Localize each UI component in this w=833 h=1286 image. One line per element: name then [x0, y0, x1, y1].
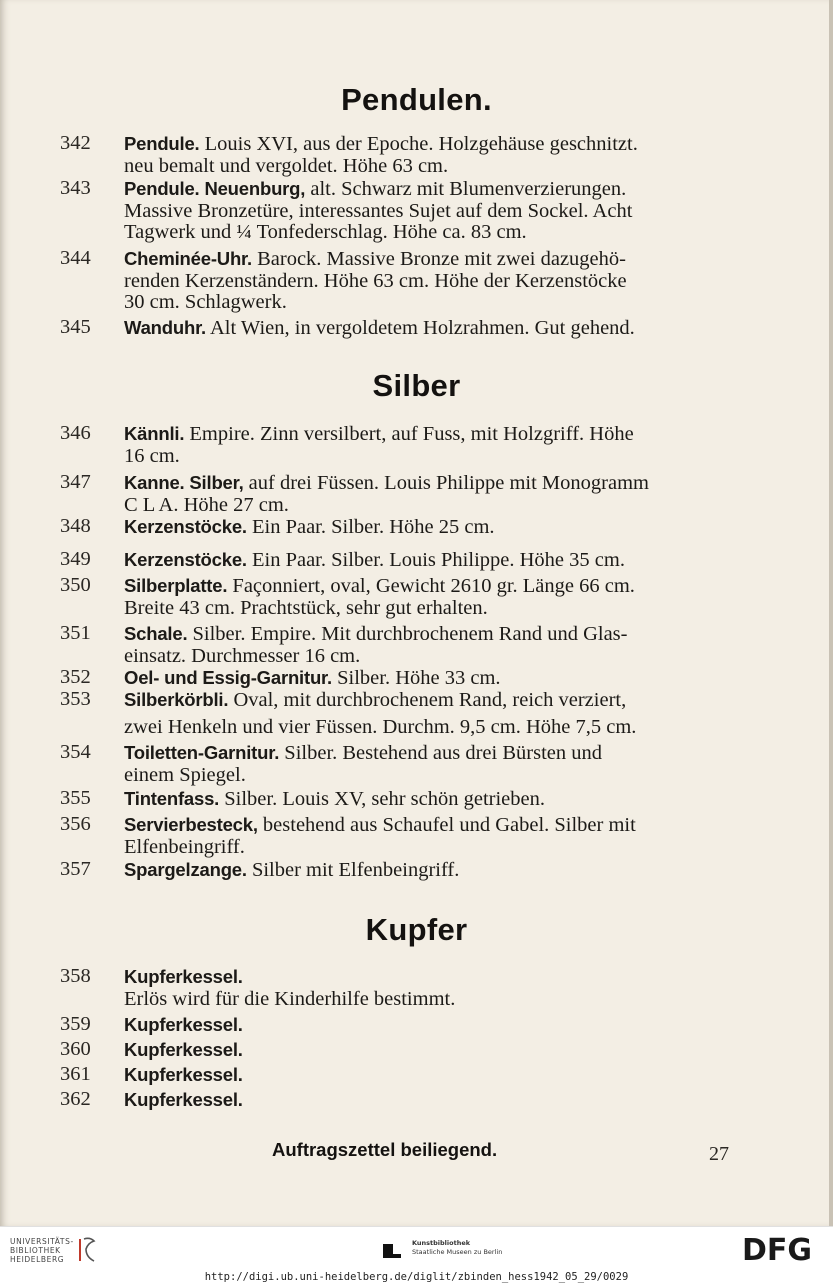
entry-line: Elfenbeingriff.: [124, 835, 245, 858]
entry-keyword: Kupferkessel.: [124, 1064, 243, 1085]
entry-text: [124, 742, 736, 786]
entry-number: 358: [60, 965, 91, 987]
entry-keyword: Cheminée-Uhr.: [124, 248, 252, 269]
entry-text: [124, 472, 736, 516]
entry-line: Ein Paar. Silber. Louis Philippe. Höhe 35 cm.: [251, 549, 625, 571]
entry-line: Louis XVI, aus der Epoche. Holzgehäuse geschnitzt.: [204, 133, 638, 155]
entry-text: [124, 859, 736, 882]
entry-keyword: Spargelzange.: [124, 859, 247, 880]
entry-number: 361: [60, 1063, 91, 1085]
entry-text: [124, 1089, 736, 1112]
entry-line: Barock. Massive Bronze mit zwei dazugehö-: [257, 248, 626, 270]
heidelberg-emblem-icon: [76, 1235, 98, 1265]
entry-keyword: Kerzenstöcke.: [124, 516, 247, 537]
entry-number: 350: [60, 574, 91, 596]
entry-keyword: Pendule.: [124, 133, 200, 154]
entry-line: 30 cm. Schlagwerk.: [124, 291, 287, 313]
entry-line: Silber. Empire. Mit durchbrochenem Rand und Glas-: [192, 623, 628, 645]
entry-line: zwei Henkeln und vier Füssen. Durchm. 9,5 cm. Höhe 7,5 cm.: [124, 715, 637, 738]
entry-keyword: Servierbesteck,: [124, 814, 258, 835]
source-url[interactable]: http://digi.ub.uni-heidelberg.de/diglit/zbinden_hess1942_05_29/0029: [204, 1271, 629, 1283]
logo-text-line: HEIDELBERG: [10, 1255, 65, 1264]
entry-line: Tonfederschlag. Höhe ca. 83 cm.: [256, 221, 527, 243]
dfg-logo[interactable]: DFG: [742, 1233, 813, 1268]
entry-text: [124, 1039, 736, 1062]
entry-text: [124, 423, 736, 467]
entry-keyword: Silberkörbli.: [124, 689, 229, 710]
university-library-logo[interactable]: [10, 1237, 74, 1264]
entry-line: C L A. Höhe 27 cm.: [124, 493, 289, 516]
entry-line: Silber. Höhe 33 cm.: [337, 667, 501, 689]
entry-text: [124, 575, 736, 619]
digitization-footer-bar: [0, 1226, 833, 1271]
entry-keyword: Pendule. Neuenburg,: [124, 178, 306, 199]
entry-text: [124, 516, 736, 539]
entry-line: Breite 43 cm. Prachtstück, sehr gut erhalten.: [124, 596, 488, 619]
entry-number: 356: [60, 813, 91, 835]
entry-number: 351: [60, 622, 91, 644]
entry-number: 345: [60, 316, 91, 338]
entry-line: Tagwerk und: [124, 221, 232, 243]
entry-keyword: Kupferkessel.: [124, 1014, 243, 1035]
entry-text: [124, 317, 736, 340]
entry-number: 347: [60, 471, 91, 493]
entry-line: bestehend aus Schaufel und Gabel. Silber mit: [262, 814, 636, 836]
entry-line: einem Spiegel.: [124, 763, 246, 786]
entry-text: [124, 788, 736, 811]
entry-line: Silber. Bestehend aus drei Bürsten und: [284, 742, 602, 764]
entry-keyword: Kupferkessel.: [124, 966, 243, 987]
entry-keyword: Kännli.: [124, 423, 185, 444]
logo-text-line: UNIVERSITÄTS-: [10, 1237, 74, 1246]
entry-text: [124, 1064, 736, 1087]
entry-keyword: Kerzenstöcke.: [124, 549, 247, 570]
logo-text-line: BIBLIOTHEK: [10, 1246, 61, 1255]
entry-keyword: Schale.: [124, 623, 188, 644]
entry-line: auf drei Füssen. Louis Philippe mit Monogramm: [248, 472, 649, 494]
entry-text: [124, 248, 736, 314]
section-heading-kupfer: Kupfer: [365, 912, 468, 947]
entry-line: Erlös wird für die Kinderhilfe bestimmt.: [124, 987, 456, 1010]
page-number: 27: [709, 1143, 729, 1165]
entry-text: [124, 133, 736, 177]
entry-keyword: Kupferkessel.: [124, 1089, 243, 1110]
entry-number: 343: [60, 177, 91, 199]
fraction: ¼: [236, 221, 252, 243]
kb-subtitle: Staatliche Museen zu Berlin: [412, 1248, 503, 1256]
entry-number: 348: [60, 515, 91, 537]
entry-keyword: Kupferkessel.: [124, 1039, 243, 1060]
entry-number: 362: [60, 1088, 91, 1110]
kunstbibliothek-label[interactable]: [412, 1239, 502, 1257]
entry-line: 16 cm.: [124, 444, 180, 467]
kb-title: Kunstbibliothek: [412, 1239, 471, 1247]
entry-line: Empire. Zinn versilbert, auf Fuss, mit Holzgriff. Höhe: [189, 423, 634, 445]
entry-line: Façonniert, oval, Gewicht 2610 gr. Länge 66 cm.: [232, 575, 635, 597]
entry-number: 346: [60, 422, 91, 444]
entry-keyword: Tintenfass.: [124, 788, 220, 809]
entry-keyword: Oel- und Essig-Garnitur.: [124, 667, 332, 688]
entry-line: neu bemalt und vergoldet. Höhe 63 cm.: [124, 154, 449, 177]
entry-text: [124, 549, 736, 572]
section-heading-pendulen: Pendulen.: [341, 82, 492, 117]
entry-number: 342: [60, 132, 91, 154]
entry-line: Silber. Louis XV, sehr schön getrieben.: [224, 788, 545, 810]
entry-number: 349: [60, 548, 91, 570]
entry-line: Oval, mit durchbrochenem Rand, reich verziert,: [233, 689, 627, 711]
section-heading-silber: Silber: [372, 368, 461, 403]
entry-text: [124, 1014, 736, 1037]
entry-keyword: Kanne. Silber,: [124, 472, 244, 493]
entry-line: alt. Schwarz mit Blumenverzierungen.: [310, 178, 627, 200]
entry-keyword: Wanduhr.: [124, 317, 206, 338]
entry-keyword: Silberplatte.: [124, 575, 228, 596]
entry-number: 353: [60, 688, 91, 710]
entry-line: Alt Wien, in vergoldetem Holzrahmen. Gut gehend.: [209, 317, 635, 339]
entry-line: Massive Bronzetüre, interessantes Sujet auf dem Sockel. Acht: [124, 199, 633, 222]
kunstbibliothek-logo-icon: [381, 1240, 403, 1260]
entry-text: [124, 178, 736, 244]
entry-text: [124, 623, 736, 667]
entry-line: Silber mit Elfenbeingriff.: [251, 859, 460, 881]
entry-text: [124, 814, 736, 858]
entry-number: 359: [60, 1013, 91, 1035]
entry-number: 360: [60, 1038, 91, 1060]
entry-number: 354: [60, 741, 91, 763]
entry-keyword: Toiletten-Garnitur.: [124, 742, 280, 763]
entry-text: [124, 667, 736, 690]
entry-line: renden Kerzenständern. Höhe 63 cm. Höhe der Kerzenstöcke: [124, 269, 627, 292]
order-slip-note: Auftragszettel beiliegend.: [272, 1139, 498, 1160]
entry-number: 352: [60, 666, 91, 688]
entry-line: Ein Paar. Silber. Höhe 25 cm.: [251, 516, 495, 538]
entry-number: 355: [60, 787, 91, 809]
entry-number: 344: [60, 247, 91, 269]
entry-line: einsatz. Durchmesser 16 cm.: [124, 644, 361, 667]
entry-text: [124, 966, 736, 1010]
entry-number: 357: [60, 858, 91, 880]
entry-text: [124, 689, 736, 738]
